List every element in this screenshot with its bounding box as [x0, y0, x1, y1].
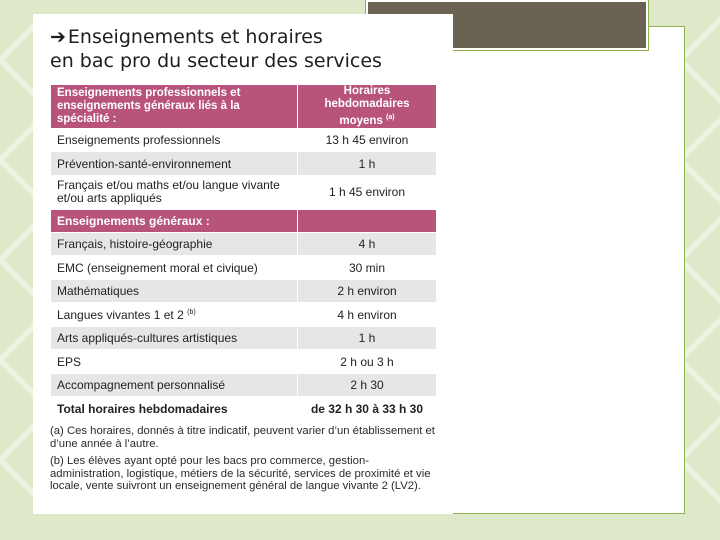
footnotes [50, 425, 440, 498]
footnote-a: (a) Ces horaires, donnés à titre indicatif, peuvent varier d’un établissement et d’une année à l’autre. [50, 425, 435, 450]
row-note: (b) [187, 308, 196, 316]
row-value: 4 h [298, 232, 437, 256]
table-row [51, 303, 437, 327]
document-image [33, 14, 453, 514]
row-label: Mathématiques [51, 279, 298, 303]
row-label: Enseignements professionnels [51, 128, 298, 152]
row-value: 2 h ou 3 h [298, 350, 437, 374]
row-label-text: Langues vivantes 1 et 2 [57, 307, 184, 322]
total-row [51, 397, 437, 421]
section-row-general [51, 209, 437, 232]
row-label: Prévention-santé-environnement [51, 152, 298, 176]
header-hours-note: (a) [386, 114, 395, 121]
table-row [51, 232, 437, 256]
row-value: 13 h 45 environ [298, 128, 437, 152]
section-empty [298, 209, 437, 232]
row-label: Français, histoire-géographie [51, 232, 298, 256]
table-row [51, 373, 437, 397]
header-hours [298, 85, 437, 129]
footnote-b: (b) Les élèves ayant opté pour les bacs pro commerce, gestion-administration, logistique, métiers de la sécurité, services de proximité et vie locale, vente suivront un enseignement général de langue vivante 2 (LV2). [50, 455, 431, 492]
table-row [51, 152, 437, 176]
table-row [51, 350, 437, 374]
schedule-table [50, 84, 437, 421]
row-label: EPS [51, 350, 298, 374]
header-hours-label: Horaires hebdomadaires moyens [324, 85, 410, 127]
row-value: 2 h environ [298, 279, 437, 303]
table-row [51, 175, 437, 209]
table-header-row [51, 85, 437, 129]
row-label: Français et/ou maths et/ou langue vivante et/ou arts appliqués [51, 175, 298, 209]
table-row [51, 128, 437, 152]
row-label: EMC (enseignement moral et civique) [51, 256, 298, 280]
section-label: Enseignements généraux : [51, 209, 298, 232]
row-value: 1 h [298, 326, 437, 350]
title-line-2: en bac pro du secteur des services [50, 50, 382, 72]
row-value: 1 h 45 environ [298, 175, 437, 209]
total-value: de 32 h 30 à 33 h 30 [298, 397, 437, 421]
row-label: Arts appliqués-cultures artistiques [51, 326, 298, 350]
table-row [51, 279, 437, 303]
row-value: 2 h 30 [298, 373, 437, 397]
row-value: 4 h environ [298, 303, 437, 327]
row-value: 1 h [298, 152, 437, 176]
title-line-1: Enseignements et horaires [67, 26, 323, 48]
row-value: 30 min [298, 256, 437, 280]
arrow-right-icon: ➔ [50, 26, 66, 48]
table-row [51, 256, 437, 280]
table-row [51, 326, 437, 350]
document-title [50, 25, 450, 73]
row-label [51, 303, 298, 327]
total-label: Total horaires hebdomadaires [51, 397, 298, 421]
row-label: Accompagnement personnalisé [51, 373, 298, 397]
header-subject: Enseignements professionnels et enseignements généraux liés à la spécialité : [51, 85, 298, 129]
